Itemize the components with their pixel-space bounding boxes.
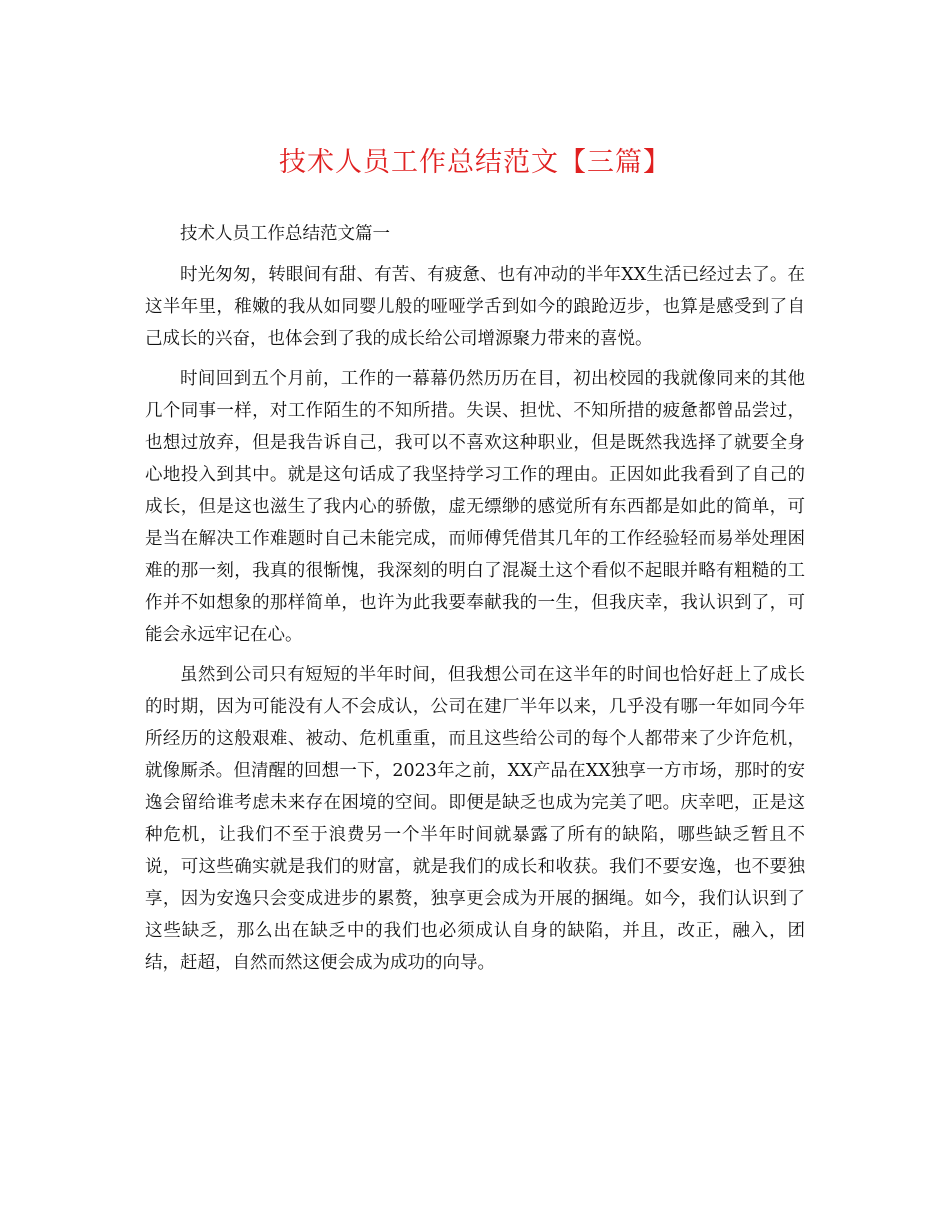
document-title: 技术人员工作总结范文【三篇】 (279, 147, 671, 178)
paragraph-2: 时间回到五个月前，工作的一幕幕仍然历历在目，初出校园的我就像同来的其他几个同事一样，对工作陌生的不知所措。失误、担忧、不知所措的疲惫都曾品尝过，也想过放弃，但是我告诉自己，我可以不喜欢这种职业，但是既然我选择了就要全身心地投入到其中。就是这句话成了我坚持学习工作的理由。正因如此我看到了自己的成长，但是这也滋生了我内心的骄傲，虚无缥缈的感觉所有东西都是如此的简单，可是当在解决工作难题时自己未能完成，而师傅凭借其几年的工作经验轻而易举处理困难的那一刻，我真的很惭愧，我深刻的明白了混凝土这个看似不起眼并略有粗糙的工作并不如想象的那样简单，也许为此我要奉献我的一生，但我庆幸，我认识到了，可能会永远牢记在心。 (145, 369, 805, 645)
section-heading: 技术人员工作总结范文篇一 (180, 224, 390, 244)
document-body (145, 218, 805, 987)
paragraph-3: 虽然到公司只有短短的半年时间，但我想公司在这半年的时间也恰好赶上了成长的时期，因为可能没有人不会成认，公司在建厂半年以来，几乎没有哪一年如同今年所经历的这般艰难、被动、危机重重，而且这些给公司的每个人都带来了少许危机，就像厮杀。但清醒的回想一下，2023年之前，XX产品在XX独享一方市场，那时的安逸会留给谁考虑未来存在困境的空间。即便是缺乏也成为完美了吧。庆幸吧，正是这种危机，让我们不至于浪费另一个半年时间就暴露了所有的缺陷，哪些缺乏暂且不说，可这些确实就是我们的财富，就是我们的成长和收获。我们不要安逸，也不要独享，因为安逸只会变成进步的累赘，独享更会成为开展的捆绳。如今，我们认识到了这些缺乏，那么出在缺乏中的我们也必须成认自身的缺陷，并且，改正，融入，团结，赶超，自然而然这便会成为成功的向导。 (145, 665, 805, 973)
paragraph-1: 时光匆匆，转眼间有甜、有苦、有疲惫、也有冲动的半年XX生活已经过去了。在这半年里，稚嫩的我从如同婴儿般的哑哑学舌到如今的踉跄迈步，也算是感受到了自己成长的兴奋，也体会到了我的成长给公司增源聚力带来的喜悦。 (145, 265, 805, 349)
